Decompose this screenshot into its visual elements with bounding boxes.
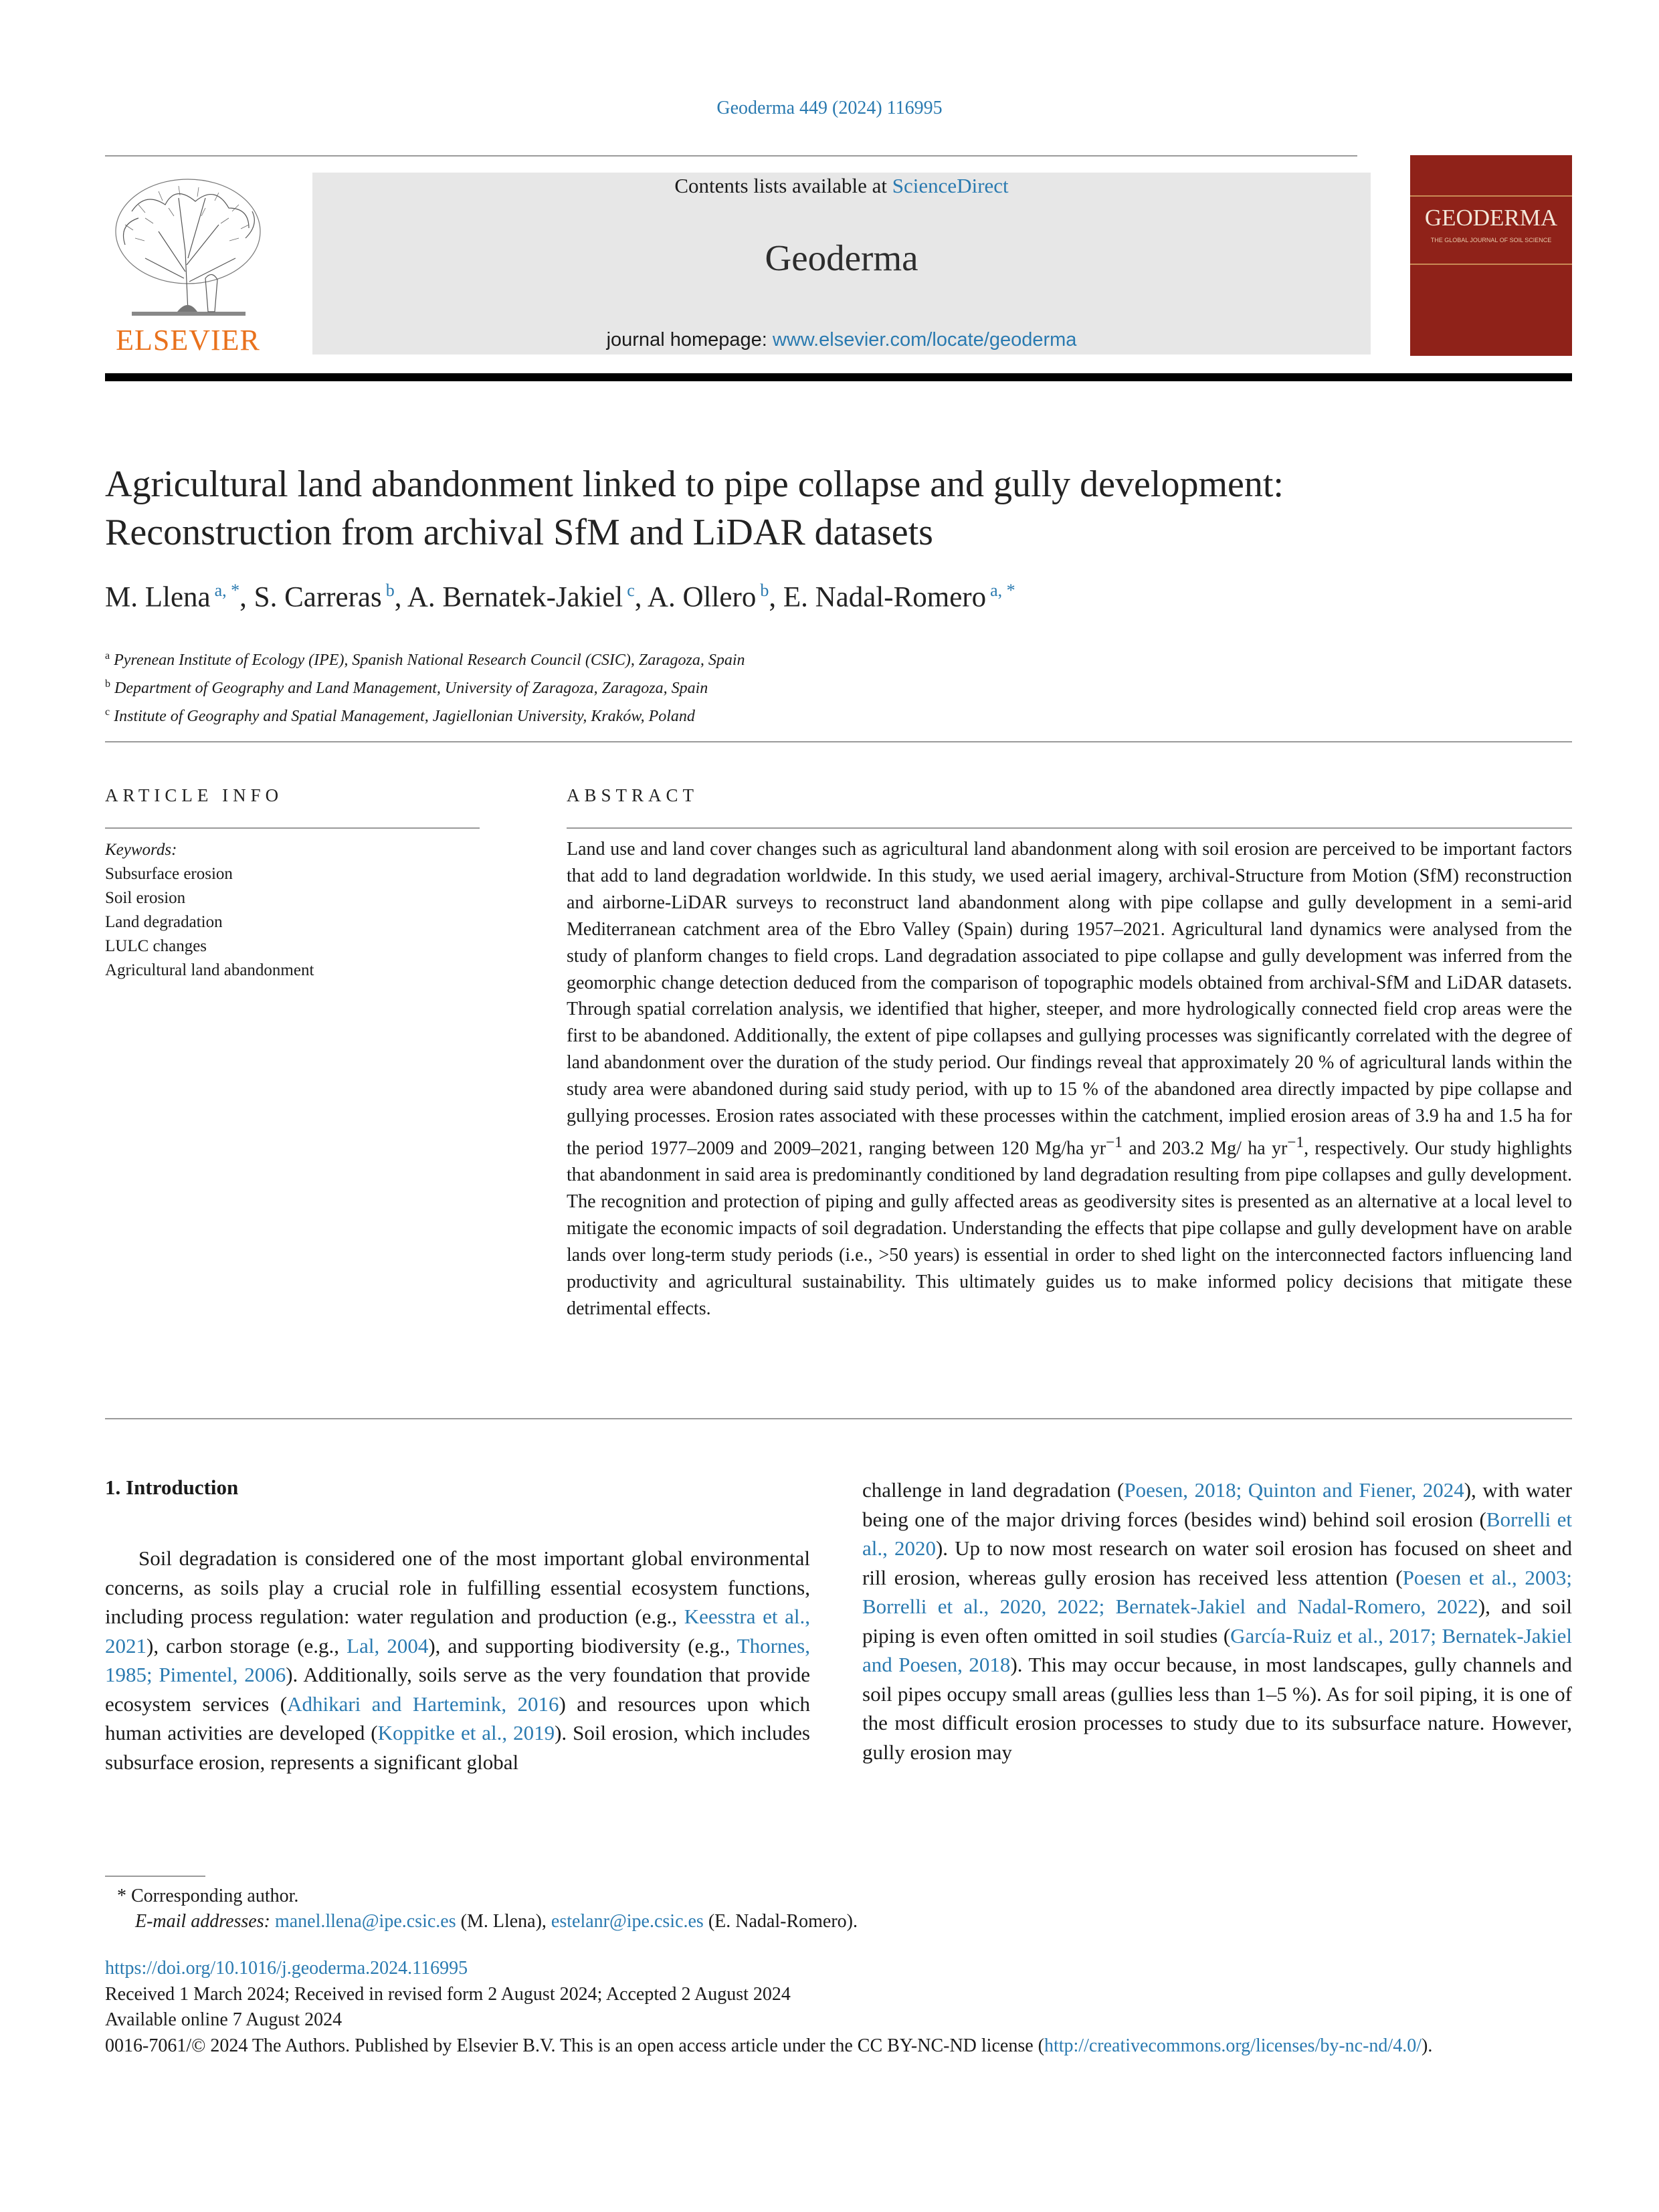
affiliation-text: Institute of Geography and Spatial Management, Jagiellonian University, Kraków, Poland (114, 708, 695, 725)
affiliation (105, 700, 1510, 728)
top-divider (105, 155, 1357, 157)
author-affiliation-marker[interactable]: a, * (990, 581, 1015, 600)
keywords-block (105, 838, 480, 983)
journal-reference[interactable]: Geoderma 449 (2024) 116995 (716, 98, 943, 118)
author-affiliation-marker[interactable]: a, * (214, 581, 240, 600)
abstract-text (567, 836, 1572, 1322)
citation-link[interactable]: García-Ruiz et al., 2017; Bernatek-Jakiel and Poesen, 2018 (862, 1623, 1572, 1676)
affiliation-marker: b (105, 678, 110, 690)
author-affiliation-marker[interactable]: b (760, 581, 769, 600)
body-text: ). This may occur because, in most landscapes, gully channels and soil pipes occupy small areas (gullies less than 1–5 %). As for soil piping, it is one of the most difficult erosion processes to study due to its subsurface nature. However, gully erosion may (862, 1653, 1572, 1764)
author-list (105, 581, 1543, 613)
body-text: ), with water being one of the major driving forces (besides wind) behind soil erosion ( (862, 1478, 1572, 1531)
affiliation (105, 644, 1510, 672)
affiliation-marker: c (105, 706, 110, 718)
publication-info (105, 1956, 1572, 2059)
article-info-rule (105, 827, 480, 829)
cover-title: GEODERMA (1424, 205, 1558, 231)
affiliation-text: Pyrenean Institute of Ecology (IPE), Spanish National Research Council (CSIC), Zaragoza, Spain (114, 651, 745, 669)
email-link-nadal-romero[interactable]: estelanr@ipe.csic.es (551, 1911, 704, 1932)
author-separator: , (634, 581, 648, 613)
footnote-rule (105, 1876, 205, 1877)
intro-left-column (105, 1544, 810, 1777)
homepage-prefix: journal homepage: (606, 329, 773, 350)
doi-link[interactable]: https://doi.org/10.1016/j.geoderma.2024.116995 (105, 1958, 468, 1979)
author-separator: , (769, 581, 783, 613)
license-link[interactable]: http://creativecommons.org/licenses/by-nc-nd/4.0/ (1044, 2035, 1422, 2056)
body-text: challenge in land degradation ( (862, 1478, 1125, 1502)
keyword: Subsurface erosion (105, 865, 233, 883)
license-suffix: ). (1422, 2035, 1433, 2056)
keyword: LULC changes (105, 937, 207, 955)
body-text: ), and soil piping is even often omitted in soil studies ( (862, 1595, 1572, 1647)
introduction-heading: 1. Introduction (105, 1476, 239, 1499)
abstract-sup: −1 (1106, 1133, 1123, 1151)
body-text: ). Additionally, soils serve as the very foundation that provide ecosystem services ( (105, 1663, 810, 1716)
keyword: Soil erosion (105, 889, 186, 907)
abstract-heading: ABSTRACT (567, 785, 699, 805)
abstract-sup: −1 (1287, 1133, 1304, 1151)
date-available: Available online 7 August 2024 (105, 2009, 343, 2030)
divider (105, 741, 1572, 742)
keywords-label: Keywords: (105, 841, 177, 859)
body-text: ), and supporting biodiversity (e.g., (428, 1633, 737, 1657)
article-info-heading: ARTICLE INFO (105, 785, 284, 805)
article-title: Agricultural land abandonment linked to pipe collapse and gully development: Reconstruction from archival SfM and LiDAR datasets (105, 464, 1284, 553)
abstract-rule (567, 827, 1572, 829)
email-label: E-mail addresses: (135, 1911, 270, 1932)
affiliation-marker: a (105, 650, 110, 662)
elsevier-wordmark: ELSEVIER (116, 324, 260, 357)
cover-band (1410, 264, 1572, 265)
body-text: Soil degradation is considered one of the most important global environmental concerns, as soils play a crucial role in fulfilling essential ecosystem functions, including process regulation: water regulation and production (e.g., (105, 1546, 810, 1628)
affiliation-text: Department of Geography and Land Management, University of Zaragoza, Zaragoza, Spain (114, 680, 708, 697)
contents-prefix: Contents lists available at (674, 174, 892, 197)
journal-cover[interactable] (1410, 155, 1572, 356)
body-text: ). Soil erosion, which includes subsurface erosion, represents a significant global (105, 1721, 810, 1774)
corresponding-author-note: Corresponding author. (131, 1886, 299, 1906)
header-thick-rule (105, 373, 1572, 381)
cover-subtitle: THE GLOBAL JOURNAL OF SOIL SCIENCE (1430, 237, 1552, 243)
license-text: 0016-7061/© 2024 The Authors. Published by Elsevier B.V. This is an open access article under the CC BY-NC-ND license ( (105, 2035, 1044, 2056)
cover-band (1410, 195, 1572, 197)
body-text: ). Up to now most research on water soil erosion has focused on sheet and rill erosion, whereas gully erosion has received less attention ( (862, 1536, 1573, 1589)
journal-name: Geoderma (765, 237, 918, 278)
email-owner: (E. Nadal-Romero). (703, 1911, 858, 1932)
citation-link[interactable]: Koppitke et al., 2019 (377, 1721, 555, 1744)
keywords-list (105, 862, 480, 983)
keyword: Land degradation (105, 913, 223, 931)
homepage-line (312, 329, 1371, 351)
contents-line (312, 174, 1371, 198)
intro-right-column (862, 1476, 1572, 1767)
affiliation-list (105, 644, 1510, 728)
author-name[interactable]: A. Bernatek-Jakiel (407, 581, 623, 613)
footnote-marker: * (117, 1886, 126, 1906)
divider (105, 1418, 1572, 1419)
author-separator: , (394, 581, 407, 613)
sciencedirect-link[interactable]: ScienceDirect (892, 174, 1009, 197)
journal-header (312, 173, 1371, 355)
affiliation (105, 672, 1510, 700)
keyword: Agricultural land abandonment (105, 961, 314, 979)
email-owner: (M. Llena), (456, 1911, 551, 1932)
homepage-link[interactable]: www.elsevier.com/locate/geoderma (772, 329, 1077, 350)
email-link-llena[interactable]: manel.llena@ipe.csic.es (274, 1911, 456, 1932)
citation-link[interactable]: Keesstra et al., 2021 (105, 1605, 810, 1657)
footnote (117, 1884, 1555, 1934)
citation-link[interactable]: Poesen et al., 2003; Borrelli et al., 2020, 2022; Bernatek-Jakiel and Nadal-Romero, 2022 (862, 1565, 1572, 1618)
author-affiliation-marker[interactable]: c (627, 581, 635, 600)
abstract-part: , respectively. Our study highlights that abandonment in said area is predominantly conditioned by land degradation resulting from pipe collapses and gully development. The recognition and protection of piping and gully affected areas as geodiversity sites is presented as an alternative at a local level to mitigate the economic impacts of soil degradation. Understanding the effects that pipe collapse and gully development have on arable lands over long-term study periods (i.e., >50 years) is essential in order to shed light on the interconnected factors influencing land productivity and agricultural sustainability. This ultimately guides us to make informed policy decisions that mitigate these detrimental effects. (567, 1138, 1573, 1319)
citation-link[interactable]: Borrelli et al., 2020 (862, 1507, 1573, 1560)
author-name[interactable]: S. Carreras (254, 581, 382, 613)
citation-link[interactable]: Adhikari and Hartemink, 2016 (287, 1692, 559, 1716)
author-name[interactable]: M. Llena (105, 581, 211, 613)
author-separator: , (239, 581, 254, 613)
author-affiliation-marker[interactable]: b (385, 581, 395, 600)
body-text: ), carbon storage (e.g., (147, 1633, 347, 1657)
dates-received: Received 1 March 2024; Received in revised form 2 August 2024; Accepted 2 August 2024 (105, 1983, 791, 2005)
elsevier-tree-icon (105, 171, 271, 325)
elsevier-logo[interactable] (105, 171, 271, 360)
citation-link[interactable]: Thornes, 1985; Pimentel, 2006 (105, 1633, 810, 1686)
body-text: ) and resources upon which human activities are developed ( (105, 1692, 810, 1744)
abstract-part: and 203.2 Mg/ ha yr (1122, 1138, 1288, 1159)
author-name[interactable]: A. Ollero (647, 581, 757, 613)
citation-link[interactable]: Poesen, 2018; Quinton and Fiener, 2024 (1124, 1478, 1464, 1502)
author-name[interactable]: E. Nadal-Romero (783, 581, 987, 613)
citation-link[interactable]: Lal, 2004 (347, 1633, 429, 1657)
abstract-part: Land use and land cover changes such as agricultural land abandonment along with soil erosion are perceived to be important factors that add to land degradation worldwide. In this study, we used aerial imagery, archival-Structure from Motion (SfM) reconstruction and airborne-LiDAR surveys to reconstruct land abandonment along with pipe collapse and gully development in a semi-arid Mediterranean catchment area of the Ebro Valley (Spain) during 1957–2021. Agricultural land dynamics were analysed from the study of planform changes to field crops. Land degradation associated to pipe collapse and gully development was inferred from the geomorphic change detection deduced from the comparison of topographic models obtained from archival-SfM and LiDAR datasets. Through spatial correlation analysis, we identified that higher, steeper, and more hydrologically connected field crop areas were the first to be abandoned. Additionally, the extent of pipe collapses and gullying processes was significantly correlated with the degree of land abandonment over the duration of the study period. Our findings reveal that approximately 20 % of agricultural lands within the study area were abandoned during said study period, with up to 15 % of the abandoned area directly impacted by pipe collapse and gullying processes. Erosion rates associated with these processes within the catchment, implied erosion areas of 3.9 ha and 1.5 ha for the period 1977–2009 and 2009–2021, ranging between 120 Mg/ha yr (567, 839, 1572, 1159)
